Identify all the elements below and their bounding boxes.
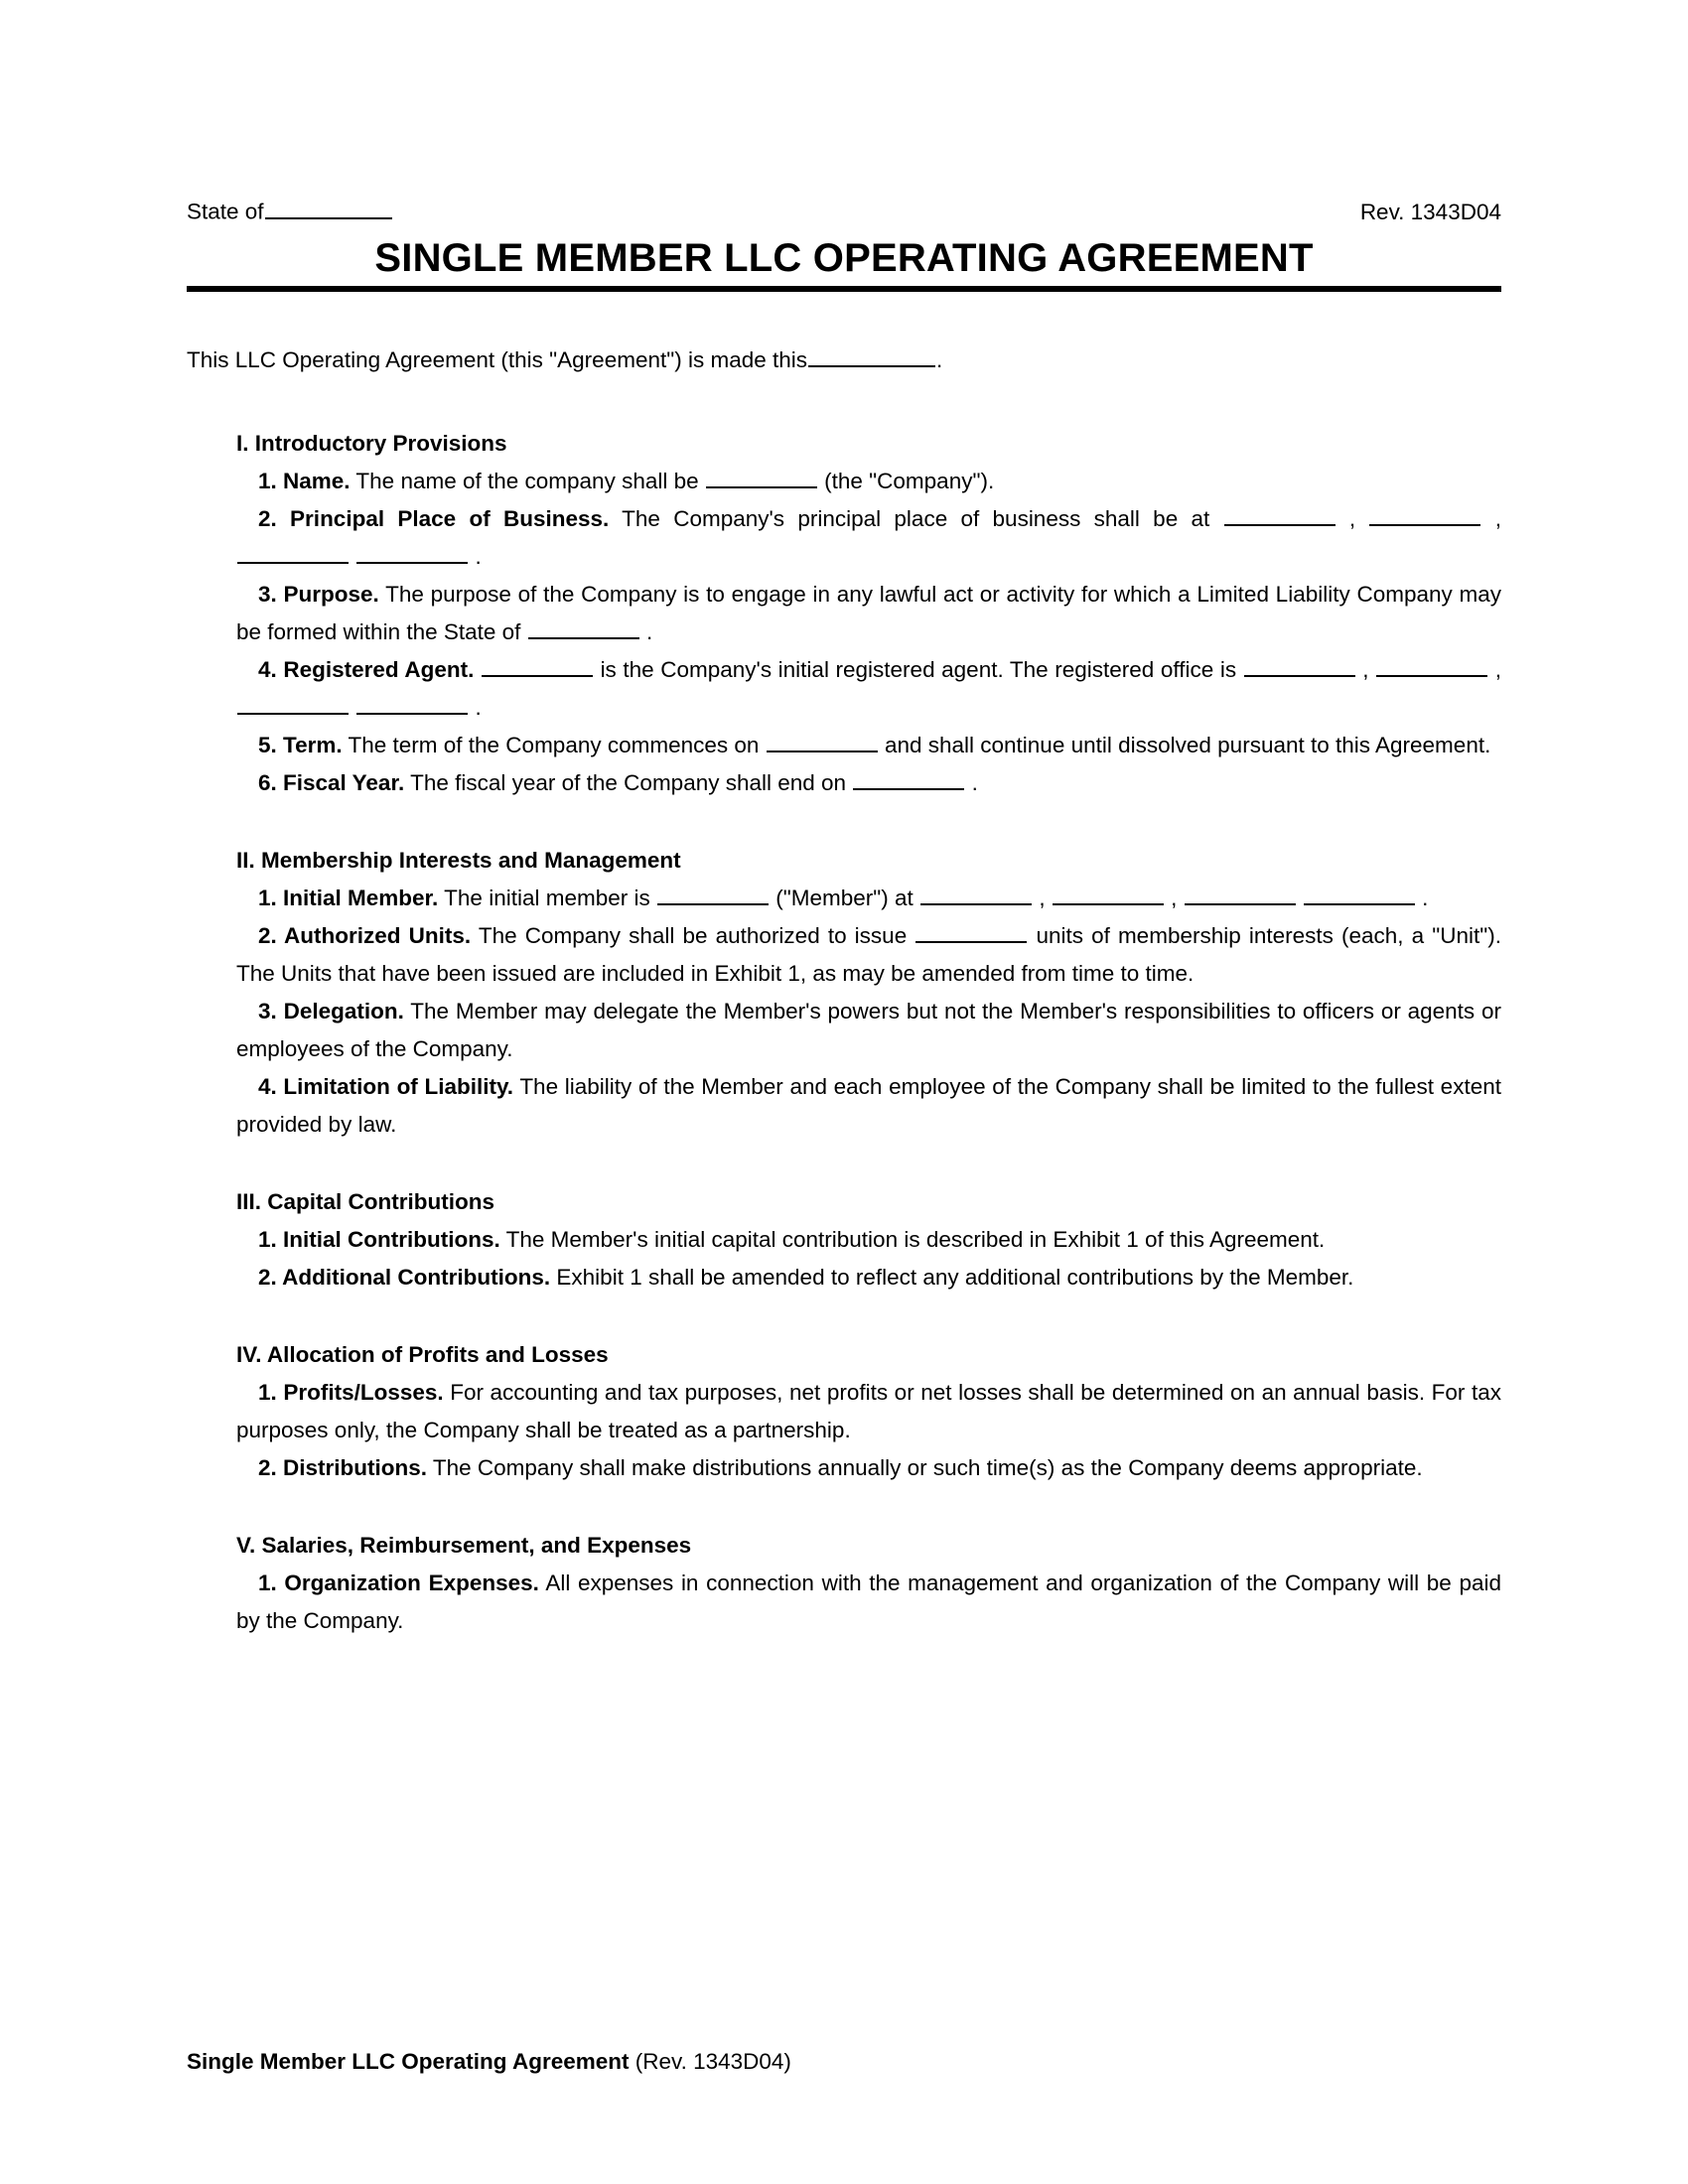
clause-text: . [475,544,482,569]
clause-text: All expenses in connection with the management and organization of the Company will be paid by the Company. [236,1570,1502,1633]
clause-text: The initial member is [444,886,650,910]
fill-in-blank[interactable] [237,540,349,565]
revision-number: Rev. 1343D04 [1359,199,1501,224]
document-header [187,195,1501,225]
clause-label: 1. Organization Expenses. [258,1570,539,1595]
agreement-date-blank[interactable] [808,343,935,368]
fill-in-blank[interactable] [237,691,349,716]
clause [236,1374,1501,1449]
clause-text: , [1362,657,1369,682]
clause-text: ("Member") at [775,886,914,910]
title-divider [187,286,1501,292]
clause [236,764,1501,802]
section-heading: IV. Allocation of Profits and Losses [236,1342,609,1367]
clause-label: 1. Name. [258,469,351,493]
clause [236,1259,1501,1297]
clause-label: 1. Initial Member. [258,886,439,910]
clause-text: . [645,619,653,644]
clause [236,463,1501,500]
intro-text-after: . [936,347,943,372]
clause [236,576,1501,651]
fill-in-blank[interactable] [1053,882,1164,906]
fill-in-blank[interactable] [767,729,878,753]
clause [236,1068,1501,1144]
footer-revision: (Rev. 1343D04) [634,2049,791,2074]
clause [236,1221,1501,1259]
clause-text: (the "Company"). [824,469,995,493]
clause-label: 1. Profits/Losses. [258,1380,444,1405]
clause-text: . [1422,886,1429,910]
clause-text: The Company shall be authorized to issue [478,923,908,948]
fill-in-blank[interactable] [1185,882,1296,906]
document-section [187,425,1501,802]
fill-in-blank[interactable] [356,691,468,716]
clause [236,727,1501,764]
fill-in-blank[interactable] [356,540,468,565]
sections-container [187,425,1501,1640]
fill-in-blank[interactable] [1369,502,1480,527]
clause-text: The Company's principal place of business shall be at [622,506,1210,531]
fill-in-blank[interactable] [853,766,964,791]
clause [236,880,1501,917]
document-section [187,1183,1501,1297]
clause-text: For accounting and tax purposes, net profits or net losses shall be determined on an annual basis. For tax purposes only, the Company shall be treated as a partnership. [236,1380,1501,1442]
section-heading: III. Capital Contributions [236,1189,494,1214]
clause [236,500,1501,576]
clause-text: . [971,770,978,795]
document-footer [187,2047,1501,2076]
clause [236,1449,1501,1487]
clause-text: and shall continue until dissolved pursuant to this Agreement. [884,733,1491,757]
section-heading: V. Salaries, Reimbursement, and Expenses [236,1533,692,1558]
clause-text: The Member's initial capital contribution is described in Exhibit 1 of this Agreement. [505,1227,1326,1252]
page-title: SINGLE MEMBER LLC OPERATING AGREEMENT [374,236,1314,280]
clause-label: 3. Delegation. [258,999,404,1024]
clause-text: units of membership interests (each, a "Unit"). The Units that have been issued are included in Exhibit 1, as may be amended from time to time. [236,923,1501,986]
clause-text: The liability of the Member and each employee of the Company shall be limited to the fullest extent provided by law. [236,1074,1501,1137]
clause-text: The Member may delegate the Member's powers but not the Member's responsibilities to officers or agents or employees of the Company. [236,999,1501,1061]
clause-label: 2. Principal Place of Business. [258,506,610,531]
clause-text: The Company shall make distributions annually or such time(s) as the Company deems appropriate. [432,1455,1423,1480]
clause-text: , [1494,506,1501,531]
fill-in-blank[interactable] [706,465,817,489]
clause-label: 1. Initial Contributions. [258,1227,500,1252]
document-section [187,1527,1501,1640]
fill-in-blank[interactable] [1244,653,1355,678]
intro-text-before: This LLC Operating Agreement (this "Agreement") is made this [187,347,808,372]
clause-text: Exhibit 1 shall be amended to reflect any additional contributions by the Member. [556,1265,1354,1290]
state-of-label: State of [187,199,264,224]
clause [236,651,1501,727]
clause-text: The purpose of the Company is to engage in any lawful act or activity for which a Limited Liability Company may be formed within the State of [236,582,1501,644]
fill-in-blank[interactable] [482,653,593,678]
intro-paragraph [187,341,1501,379]
clause-text: , [1348,506,1356,531]
clause-text: , [1039,886,1046,910]
clause-text: , [1171,886,1178,910]
clause-label: 5. Term. [258,733,343,757]
document-section [187,842,1501,1144]
clause-label: 4. Registered Agent. [258,657,475,682]
document-body [187,341,1501,1640]
fill-in-blank[interactable] [1376,653,1487,678]
clause-label: 2. Additional Contributions. [258,1265,551,1290]
clause-label: 2. Authorized Units. [258,923,472,948]
clause-label: 2. Distributions. [258,1455,428,1480]
clause-text: The term of the Company commences on [348,733,760,757]
clause-text: . [475,695,482,720]
clause-text: The fiscal year of the Company shall end on [410,770,847,795]
fill-in-blank[interactable] [915,919,1027,944]
section-heading: II. Membership Interests and Management [236,848,681,873]
clause-label: 4. Limitation of Liability. [258,1074,514,1099]
clause-text: The name of the company shall be [355,469,699,493]
fill-in-blank[interactable] [528,615,639,640]
clause [236,1565,1501,1640]
clause-text: , [1494,657,1501,682]
section-heading: I. Introductory Provisions [236,431,507,456]
document-section [187,1336,1501,1487]
state-of-blank[interactable] [265,195,392,219]
clause-label: 6. Fiscal Year. [258,770,405,795]
clause-label: 3. Purpose. [258,582,379,607]
footer-title: Single Member LLC Operating Agreement [187,2049,630,2074]
fill-in-blank[interactable] [1224,502,1336,527]
clause [236,917,1501,993]
fill-in-blank[interactable] [1304,882,1415,906]
clause [236,993,1501,1068]
fill-in-blank[interactable] [920,882,1032,906]
fill-in-blank[interactable] [657,882,769,906]
clause-text: is the Company's initial registered agent. The registered office is [600,657,1237,682]
state-of-field [187,195,393,225]
